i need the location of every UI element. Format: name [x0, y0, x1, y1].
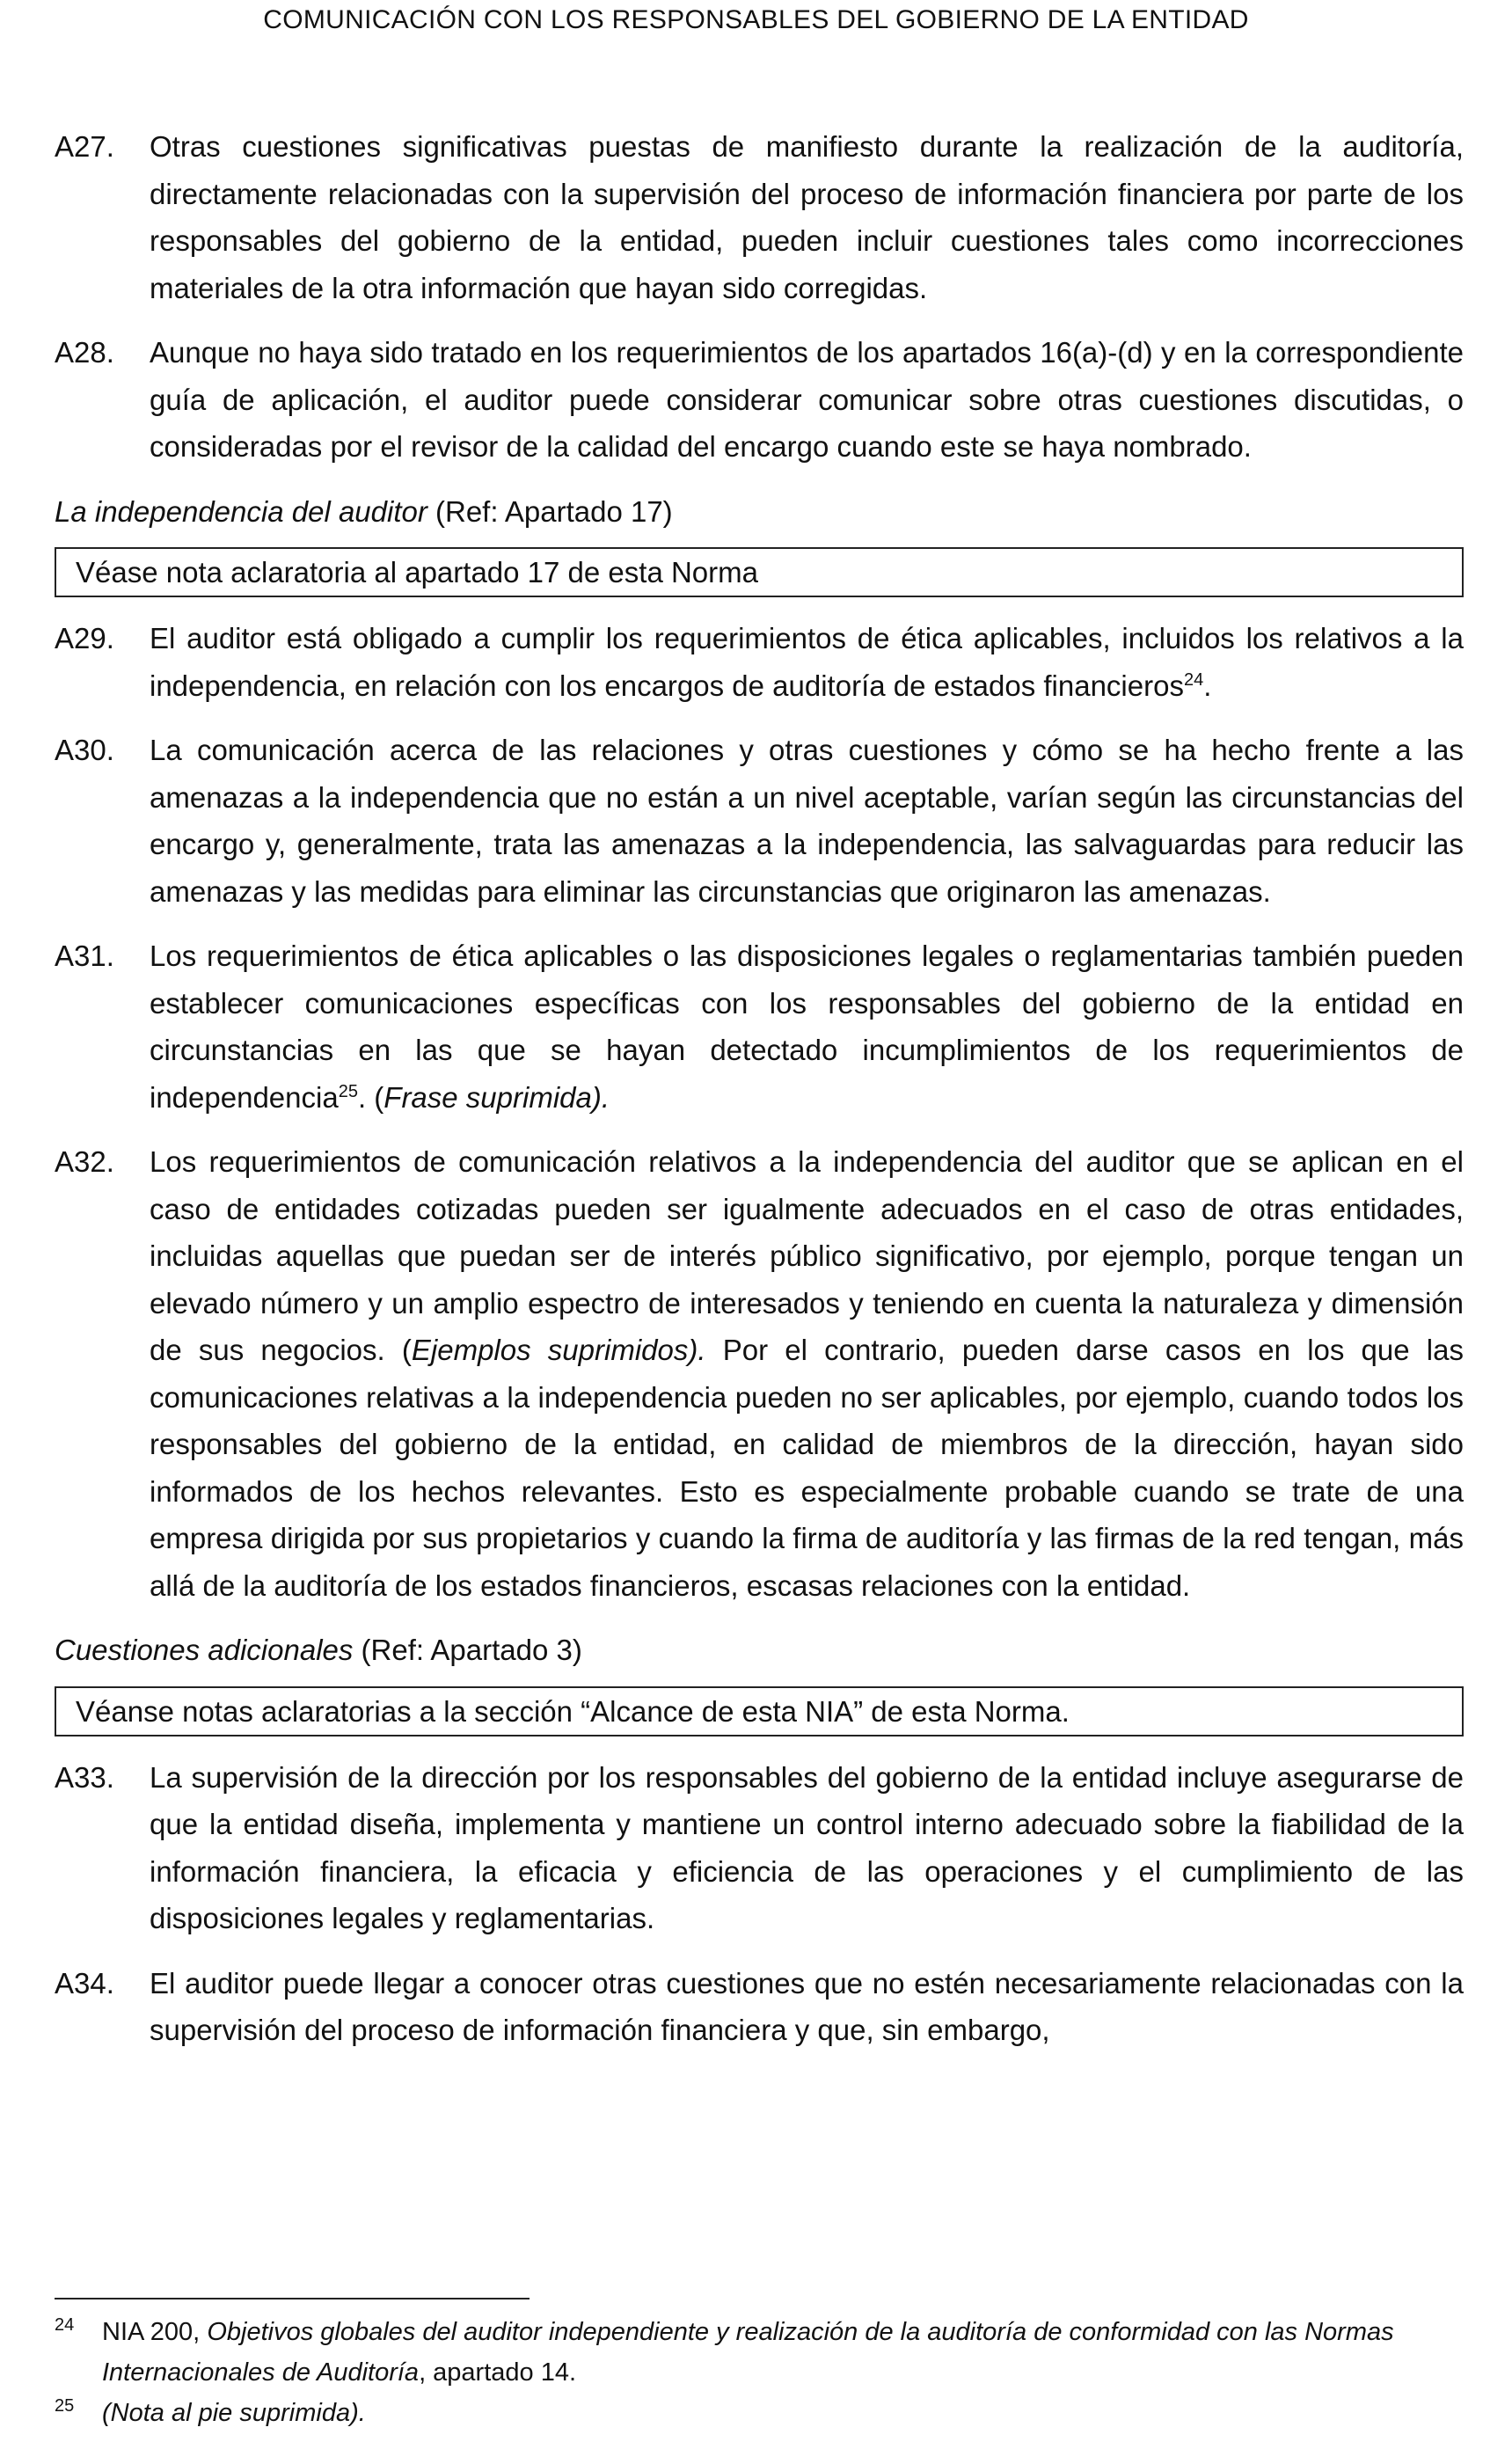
section-heading-additional	[55, 1627, 1464, 1674]
paragraph-a31	[55, 932, 1464, 1121]
footnote-text	[102, 2393, 1464, 2433]
section-heading-independence	[55, 488, 1464, 536]
footnote-24	[55, 2312, 1464, 2393]
paragraph-text: La comunicación acerca de las relaciones y otras cuestiones y cómo se ha hecho frente a las amenazas a la independencia que no están a un nivel aceptable, varían según las circunstancias del encargo y, generalmente, trata las amenazas a la independencia, las salvaguardas para reducir las amenazas y las medidas para eliminar las circunstancias que originaron las amenazas.	[150, 734, 1464, 908]
paragraph-text: Los requerimientos de ética aplicables o las disposiciones legales o reglamentarias también pueden establecer comunicaciones específicas con los responsables del gobierno de la entidad en circunstancias en las que se hayan detectado incumplimientos de los requerimientos de independencia	[150, 940, 1464, 1114]
paragraph-italic: Ejemplos suprimidos).	[411, 1334, 706, 1366]
footnote-suffix: , apartado 14.	[419, 2358, 577, 2387]
paragraph-number: A31.	[55, 940, 114, 972]
paragraph-body	[150, 615, 1464, 709]
paragraph-italic: Frase suprimida).	[383, 1080, 610, 1114]
footnote-divider	[55, 2298, 530, 2299]
paragraph-end: .	[1203, 669, 1212, 702]
footnote-number: 24	[55, 2315, 75, 2335]
section-title: Cuestiones adicionales	[55, 1634, 354, 1666]
footnotes	[55, 2298, 1464, 2433]
paragraph-text: Aunque no haya sido tratado en los requerimientos de los apartados 16(a)-(d) y en la correspondiente guía de aplicación, el auditor puede considerar comunicar sobre otras cuestiones discutidas, o consideradas por el revisor de la calidad del encargo cuando este se haya nombrado.	[150, 336, 1464, 463]
section-ref: (Ref: Apartado 17)	[427, 494, 673, 528]
paragraph-number: A32.	[55, 1145, 114, 1178]
footnote-text	[102, 2312, 1464, 2393]
footnote-italic-title: Objetivos globales del auditor independiente y realización de la auditoría de conformidad con las Normas Internacionales de Auditoría	[102, 2318, 1394, 2387]
paragraph-a29	[55, 615, 1464, 709]
paragraph-number: A33.	[55, 1760, 114, 1794]
footnote-ref-24[interactable]: 24	[1183, 669, 1204, 690]
paragraph-body	[150, 1138, 1464, 1609]
footnote-prefix: NIA 200,	[102, 2318, 208, 2346]
running-header: COMUNICACIÓN CON LOS RESPONSABLES DEL GOBIERNO DE LA ENTIDAD	[263, 5, 1249, 34]
footnote-italic: (Nota al pie suprimida).	[102, 2399, 366, 2427]
section-ref: (Ref: Apartado 3)	[353, 1634, 582, 1666]
paragraph-text: La supervisión de la dirección por los responsables del gobierno de la entidad incluye asegurarse de que la entidad diseña, implementa y mantiene un control interno adecuado sobre la fiabilidad de la información financiera, la eficacia y eficiencia de las operaciones y el cumplimiento de las disposiciones legales y reglamentarias.	[150, 1760, 1464, 1934]
footnote-25	[55, 2393, 1464, 2433]
paragraph-body	[150, 932, 1464, 1121]
paragraph-a33	[55, 1754, 1464, 1942]
paragraph-a30	[55, 727, 1464, 915]
paragraph-text-continued: Por el contrario, pueden darse casos en los que las comunicaciones relativas a la independencia pueden no ser aplicables, por ejemplo, cuando todos los responsables del gobierno de la entidad, en calidad de miembros de la dirección, hayan sido informados de los hechos relevantes. Esto es especialmente probable cuando se trate de una empresa dirigida por sus propietarios y cuando la firma de auditoría y las firmas de la red tengan, más allá de la auditoría de los estados financieros, escasas relaciones con la entidad.	[150, 1334, 1464, 1602]
footnote-ref-25[interactable]: 25	[338, 1081, 358, 1101]
paragraph-text: Otras cuestiones significativas puestas de manifiesto durante la realización de la auditoría, directamente relacionadas con la supervisión del proceso de información financiera por parte de los responsables del gobierno de la entidad, pueden incluir cuestiones tales como incorrecciones materiales de la otra información que hayan sido corregidas.	[150, 130, 1464, 304]
note-box-additional: Véanse notas aclaratorias a la sección “Alcance de esta NIA” de esta Norma.	[55, 1686, 1464, 1736]
paragraph-text: Los requerimientos de comunicación relativos a la independencia del auditor que se aplican en el caso de entidades cotizadas pueden ser igualmente adecuados en el caso de otras entidades, incluidas aquellas que puedan ser de interés público significativo, por ejemplo, porque tengan un elevado número y un amplio espectro de interesados y teniendo en cuenta la naturaleza y dimensión de sus negocios. (	[150, 1145, 1464, 1366]
paragraph-number: A34.	[55, 1966, 114, 2000]
paragraph-number: A27.	[55, 130, 114, 163]
paragraph-mid: . (	[357, 1080, 384, 1114]
paragraph-a28	[55, 329, 1464, 471]
paragraph-a34	[55, 1960, 1464, 2054]
paragraph-text: El auditor está obligado a cumplir los requerimientos de ética aplicables, incluidos los relativos a la independencia, en relación con los encargos de auditoría de estados financieros	[150, 622, 1464, 702]
section-title: La independencia del auditor	[55, 494, 427, 528]
main-content	[55, 123, 1464, 2072]
paragraph-number: A30.	[55, 734, 114, 766]
paragraph-number: A28.	[55, 336, 114, 369]
footnote-number: 25	[55, 2396, 75, 2416]
paragraph-a27	[55, 123, 1464, 311]
paragraph-number: A29.	[55, 622, 114, 654]
note-box-independence: Véase nota aclaratoria al apartado 17 de esta Norma	[55, 547, 1464, 597]
paragraph-a32	[55, 1138, 1464, 1609]
paragraph-text: El auditor puede llegar a conocer otras cuestiones que no estén necesariamente relacionadas con la supervisión del proceso de información financiera y que, sin embargo,	[150, 1966, 1464, 2046]
